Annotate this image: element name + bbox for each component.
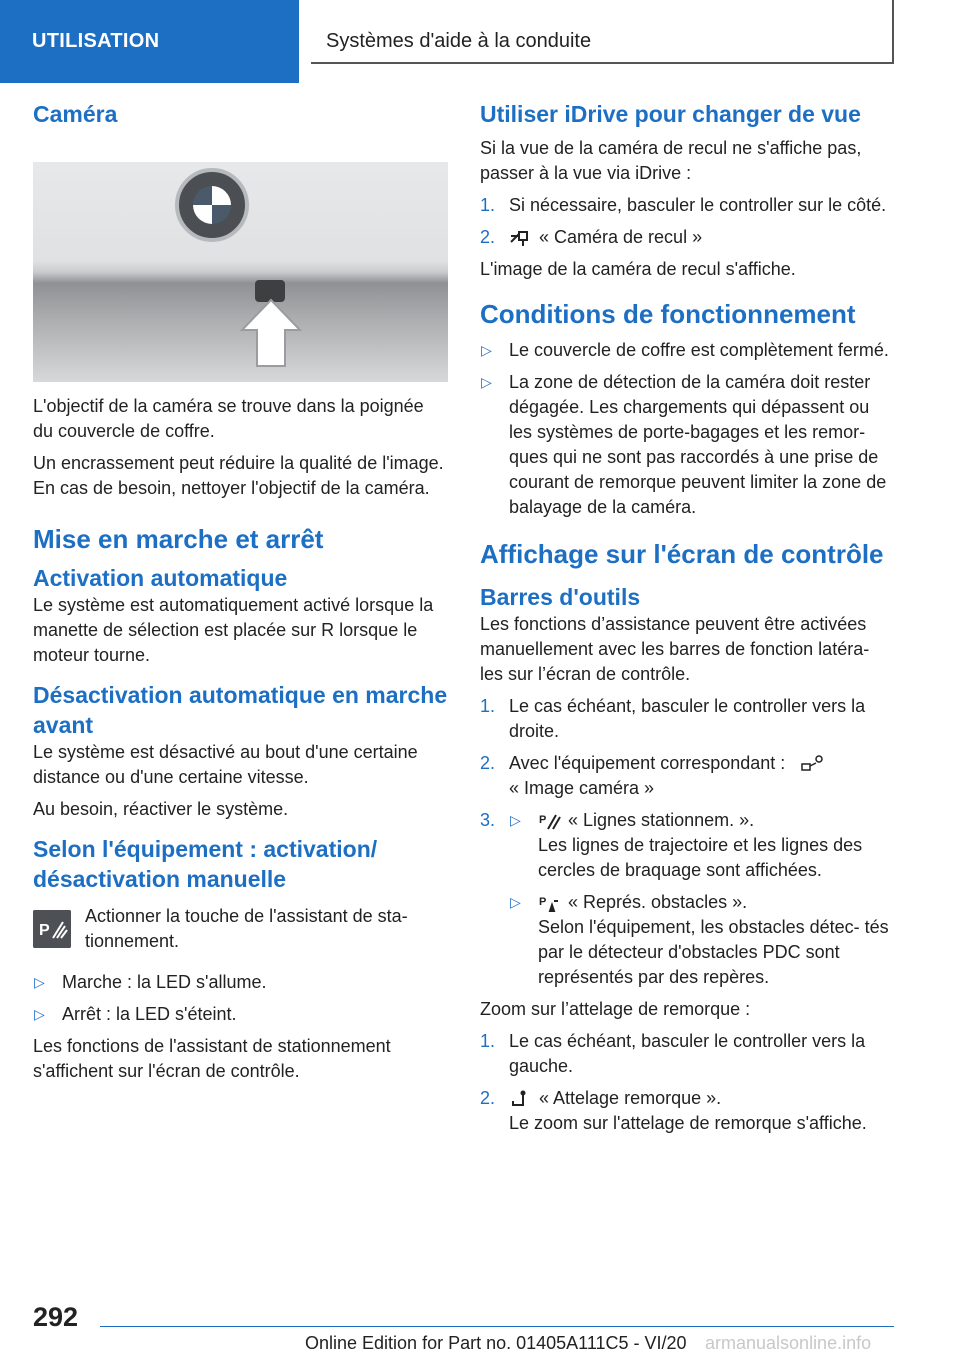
conditions-list xyxy=(480,338,894,520)
triangle-bullet-icon: ▷ xyxy=(34,1006,45,1022)
zoom-steps xyxy=(480,1029,894,1136)
list-item: 2. « Caméra de recul » xyxy=(480,227,703,247)
zoom-paragraph: Zoom sur l’attelage de remorque : xyxy=(480,999,751,1019)
triangle-bullet-icon: ▷ xyxy=(34,974,45,990)
bmw-logo-icon xyxy=(175,168,249,242)
list-item: ▷ La zone de détection de la caméra doit rester dégagée. Les chargements qui dépassent ou les systèmes de porte-bagages et les remor- ques qui ne sont pas raccordés à une prise de courant de remorque peuvent limiter la zone de balayage de la caméra. xyxy=(481,372,887,517)
list-item: ▷ P « Représ. obstacles ». Selon l'équipement, les obstacles détec- tés par le détecteur d'obstacles PDC sont représentés par des repères. xyxy=(510,892,889,987)
display-heading: Affichage sur l'écran de contrôle xyxy=(480,539,884,569)
camera-photo xyxy=(33,162,448,382)
auto-activation-paragraph: Le système est automatiquement activé lorsque la manette de sélection est placée sur R lorsque le moteur tourne. xyxy=(33,595,434,665)
camera-paragraph-2: Un encrassement peut réduire la qualité de l'image. En cas de besoin, nettoyer l'objectif de la caméra. xyxy=(33,453,444,498)
triangle-bullet-icon: ▷ xyxy=(481,374,492,390)
toolbars-paragraph: Les fonctions d’assistance peuvent être activées manuellement avec les barres de fonction latéra- les sur l’écran de contrôle. xyxy=(480,614,870,684)
header-chapter-box xyxy=(311,0,894,64)
list-item: ▷ Marche : la LED s'allume. xyxy=(33,970,448,995)
triangle-bullet-icon: ▷ xyxy=(481,342,492,358)
list-item: 1. Le cas échéant, basculer le controller vers la gauche. xyxy=(480,1031,866,1076)
parking-assistant-button-row xyxy=(33,904,448,954)
footer-divider xyxy=(100,1326,894,1327)
obstacle-marking-icon xyxy=(538,893,562,913)
rear-camera-icon xyxy=(509,228,533,248)
parking-assistant-instruction: Actionner la touche de l'assistant de sta- tionnement. xyxy=(85,906,408,951)
list-item: 2. « Attelage remorque ». Le zoom sur l'attelage de remorque s'affiche. xyxy=(480,1088,867,1133)
auto-deactivation-paragraph-2: Au besoin, réactiver le système. xyxy=(33,799,289,819)
header-chapter-label: Systèmes d'aide à la conduite xyxy=(326,30,592,52)
page-number: 292 xyxy=(33,1302,79,1332)
manual-activation-paragraph: Les fonctions de l'assistant de stationnement s'affichent sur l'écran de contrôle. xyxy=(33,1036,391,1081)
camera-settings-icon xyxy=(800,754,824,774)
onoff-heading: Mise en marche et arrêt xyxy=(33,524,324,554)
conditions-heading: Conditions de fonctionnement xyxy=(480,299,856,329)
svg-text:P: P xyxy=(539,896,547,909)
triangle-bullet-icon: ▷ xyxy=(510,812,521,828)
list-item: 2. Avec l'équipement correspondant : « Image caméra » xyxy=(480,751,894,801)
auto-deactivation-paragraph-1: Le système est désactivé au bout d'une certaine distance ou d'une certaine vitesse. xyxy=(33,742,418,787)
header-section-label: UTILISATION xyxy=(32,30,160,52)
toolbar-substeps xyxy=(509,808,894,990)
camera-heading: Caméra xyxy=(33,101,118,127)
footer-watermark: armanualsonline.info xyxy=(705,1333,872,1353)
list-item: 1. Si nécessaire, basculer le controller sur le côté. xyxy=(480,195,887,215)
auto-activation-heading: Activation automatique xyxy=(33,565,288,591)
list-item: ▷ P « Lignes stationnem. ». Les lignes de trajectoire et les lignes des cercles de braquage sont affichées. xyxy=(510,810,863,880)
arrow-up-icon xyxy=(240,298,302,368)
manual-activation-heading: Selon l'équipement : activation/ désactivation manuelle xyxy=(33,836,378,892)
list-item: 1. Le cas échéant, basculer le controller vers la droite. xyxy=(480,696,866,741)
camera-paragraph-1: L'objectif de la caméra se trouve dans la poignée du couvercle de coffre. xyxy=(33,396,424,441)
right-column xyxy=(480,100,894,1143)
left-column xyxy=(33,100,448,1091)
header-section-tab xyxy=(0,0,299,83)
idrive-steps xyxy=(480,193,894,250)
list-item: ▷ Arrêt : la LED s'éteint. xyxy=(33,1002,448,1027)
list-item: 3. ▷ P « Lignes stationnem. ». Les lignes de trajectoire et les lignes des cercles de braquage sont affichées. ▷ P « Représ. obstacles ». Selon l'équipement, les obstacles détec- tés par le détecteur d'obstacles PDC sont représentés par des repères. xyxy=(480,808,894,990)
parking-assistant-icon xyxy=(33,910,71,948)
manual-led-list xyxy=(33,970,448,1027)
triangle-bullet-icon: ▷ xyxy=(510,894,521,910)
idrive-result: L'image de la caméra de recul s'affiche. xyxy=(480,259,796,279)
list-item: ▷ Le couvercle de coffre est complètement fermé. xyxy=(480,338,894,363)
svg-text:P: P xyxy=(39,922,50,939)
auto-deactivation-heading: Désactivation automatique en marche avant xyxy=(33,682,448,738)
idrive-paragraph: Si la vue de la caméra de recul ne s'affiche pas, passer à la vue via iDrive : xyxy=(480,138,862,183)
parking-lines-icon xyxy=(538,811,562,831)
svg-text:P: P xyxy=(539,814,547,827)
toolbars-heading: Barres d'outils xyxy=(480,584,641,610)
trailer-hitch-icon xyxy=(509,1089,533,1109)
footer-edition: Online Edition for Part no. 01405A111C5 - VI/20 xyxy=(305,1333,687,1353)
idrive-heading: Utiliser iDrive pour changer de vue xyxy=(480,101,861,127)
toolbar-steps xyxy=(480,694,894,990)
